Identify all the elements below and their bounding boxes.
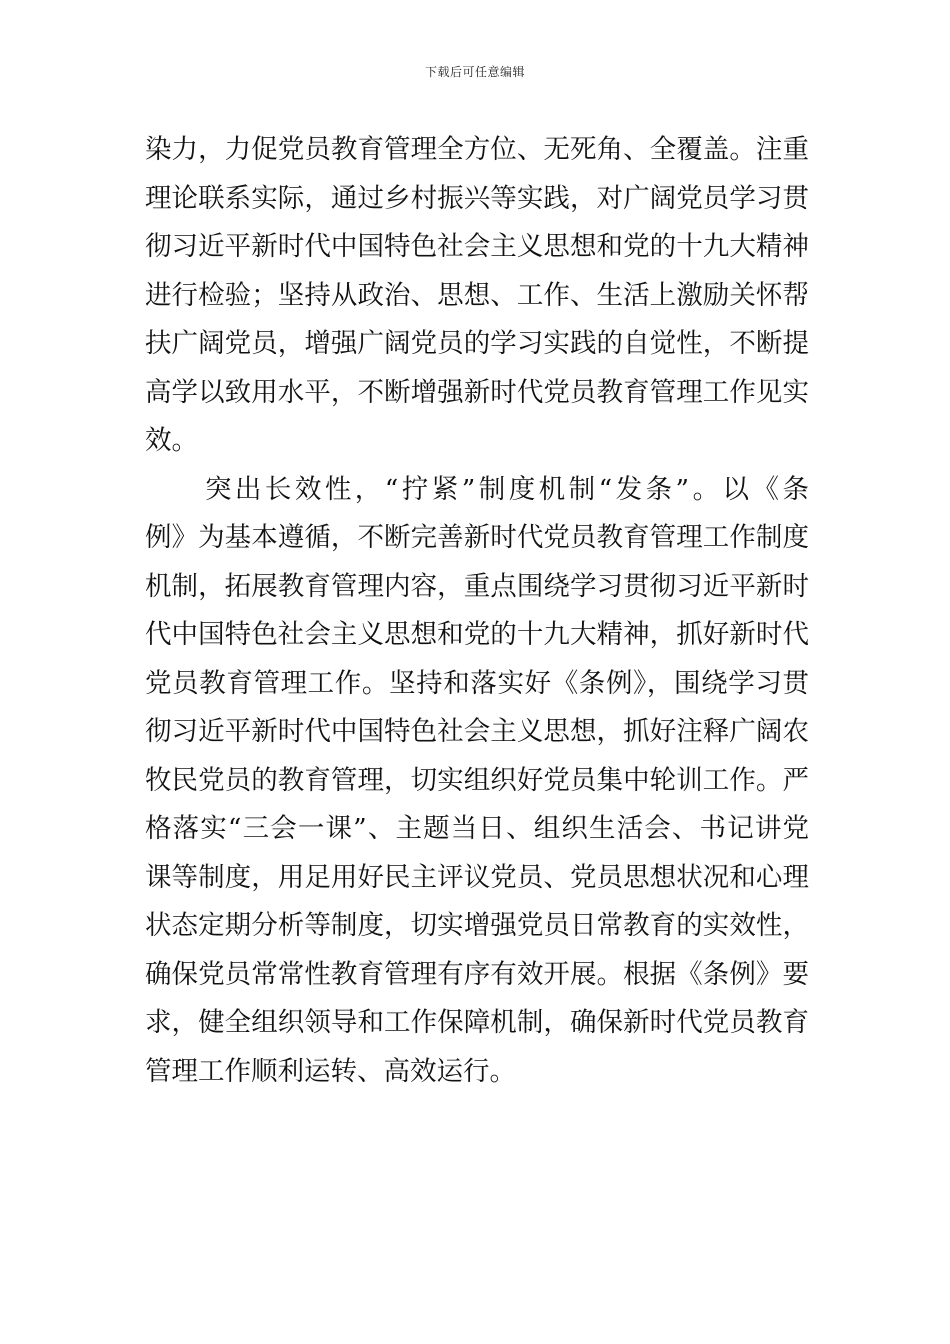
document-body <box>145 126 809 1096</box>
text-line: 机制，拓展教育管理内容，重点围绕学习贯彻习近平新时 <box>145 570 809 602</box>
paragraph-2 <box>145 466 809 1097</box>
text-line: 确保党员常常性教育管理有序有效开展。根据《条例》要 <box>145 958 809 990</box>
text-line: 格落实“三会一课”、主题当日、组织生活会、书记讲党 <box>145 813 809 844</box>
paragraph-1 <box>145 126 809 466</box>
text-line: 效。 <box>145 425 198 456</box>
text-line: 突出长效性，“拧紧”制度机制“发条”。以《条 <box>145 473 809 505</box>
page-header: 下载后可任意编辑 <box>424 65 525 79</box>
text-line: 课等制度，用足用好民主评议党员、党员思想状况和心理 <box>145 861 809 893</box>
text-line: 党员教育管理工作。坚持和落实好《条例》，围绕学习贯 <box>145 667 809 699</box>
text-line: 牧民党员的教育管理，切实组织好党员集中轮训工作。严 <box>145 764 809 796</box>
text-line: 代中国特色社会主义思想和党的十九大精神，抓好新时代 <box>145 619 809 650</box>
text-line: 例》为基本遵循，不断完善新时代党员教育管理工作制度 <box>145 522 809 553</box>
text-line: 管理工作顺利运转、高效运行。 <box>145 1055 516 1087</box>
text-line: 理论联系实际，通过乡村振兴等实践，对广阔党员学习贯 <box>145 182 809 214</box>
text-line: 扶广阔党员，增强广阔党员的学习实践的自觉性，不断提 <box>145 328 809 359</box>
text-line: 状态定期分析等制度，切实增强党员日常教育的实效性， <box>145 910 809 941</box>
text-line: 染力，力促党员教育管理全方位、无死角、全覆盖。注重 <box>145 134 809 165</box>
text-line: 求，健全组织领导和工作保障机制，确保新时代党员教育 <box>145 1007 809 1038</box>
text-line: 彻习近平新时代中国特色社会主义思想，抓好注释广阔农 <box>145 716 809 747</box>
text-line: 彻习近平新时代中国特色社会主义思想和党的十九大精神 <box>145 231 809 262</box>
text-line: 高学以致用水平，不断增强新时代党员教育管理工作见实 <box>145 376 809 408</box>
text-line: 进行检验；坚持从政治、思想、工作、生活上激励关怀帮 <box>145 279 809 311</box>
